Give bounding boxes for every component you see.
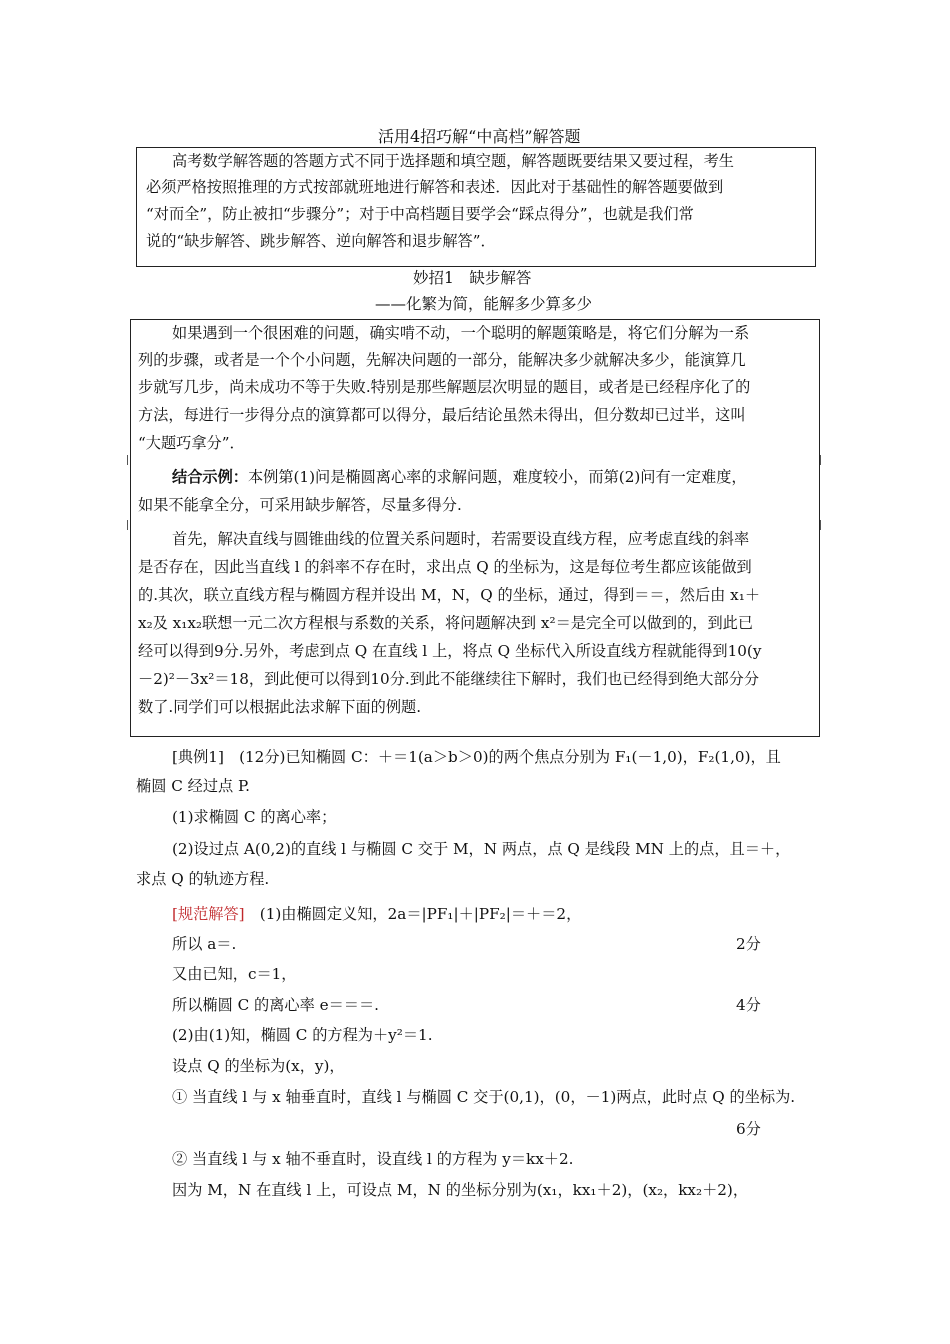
solution-line: ① 当直线 l 与 x 轴垂直时，直线 l 与椭圆 C 交于(0,1)，(0，－1)两点，此时点 Q 的坐标为. [172, 1088, 796, 1106]
tip-line: 步就写几步，尚未成功不等于失败.特别是那些解题层次明显的题目，或者是已经程序化了的 [138, 378, 751, 396]
solution-label: [规范解答] [172, 905, 245, 923]
solution-line: 又由已知，c＝1， [172, 965, 297, 983]
intro-line: 高考数学解答题的答题方式不同于选择题和填空题，解答题既要结果又要过程，考生 [172, 152, 734, 170]
tip-line: 如果遇到一个很困难的问题，确实啃不动，一个聪明的解题策略是，将它们分解为一系 [172, 324, 750, 342]
score-mark: 6分 [736, 1120, 761, 1138]
box-tick [820, 520, 821, 530]
solution-line: 所以椭圆 C 的离心率 e＝＝＝. [172, 996, 379, 1014]
example-line: 如果不能拿全分，可采用缺步解答，尽量多得分. [138, 496, 462, 514]
score-mark: 4分 [736, 996, 761, 1014]
method-line: x₂及 x₁x₂联想一元二次方程根与系数的关系，将问题解决到 x²＝是完全可以做到的，到此已 [138, 614, 754, 632]
example-label: 结合示例： [172, 468, 248, 486]
problem-line: (1)求椭圆 C 的离心率； [172, 808, 337, 826]
tip-line: 方法，每进行一步得分点的演算都可以得分，最后结论虽然未得出，但分数却已过半，这叫 [138, 406, 746, 424]
intro-line: 说的“缺步解答、跳步解答、逆向解答和退步解答”． [146, 232, 496, 250]
tip-line: “大题巧拿分”． [138, 434, 245, 452]
intro-line: “对而全”，防止被扣“步骤分”；对于中高档题目要学会“踩点得分”，也就是我们常 [146, 205, 694, 223]
problem-line: 求点 Q 的轨迹方程. [136, 870, 270, 888]
solution-line: 所以 a＝. [172, 935, 237, 953]
solution-line: 因为 M，N 在直线 l 上，可设点 M，N 的坐标分别为(x₁，kx₁＋2)，(x₂，kx₂＋2)， [172, 1181, 749, 1199]
method-line: －2)²－3x²＝18，到此便可以得到10分.到此不能继续往下解时，我们也已经得到绝大部分分 [138, 670, 760, 688]
box-tick [820, 455, 821, 465]
method-line: 的.其次，联立直线方程与椭圆方程并设出 M，N，Q 的坐标，通过，得到＝＝，然后由 x₁＋ [138, 586, 761, 604]
problem-line: (2)设过点 A(0,2)的直线 l 与椭圆 C 交于 M，N 两点，点 Q 是线段 MN 上的点，且＝＋， [172, 840, 791, 858]
example-line: 本例第(1)问是椭圆离心率的求解问题，难度较小，而第(2)问有一定难度， [247, 468, 747, 486]
method-line: 首先，解决直线与圆锥曲线的位置关系问题时，若需要设直线方程，应考虑直线的斜率 [172, 530, 750, 548]
tip-line: 列的步骤，或者是一个个小问题，先解决问题的一部分，能解决多少就解决多少，能演算几 [138, 351, 746, 369]
solution-line: (1)由椭圆定义知，2a＝|PF₁|＋|PF₂|＝＋＝2， [259, 905, 582, 923]
method-line: 数了.同学们可以根据此法求解下面的例题. [138, 698, 422, 716]
solution-line: (2)由(1)知，椭圆 C 的方程为＋y²＝1. [172, 1026, 433, 1044]
tip-subtitle: ——化繁为简，能解多少算多少 [375, 295, 593, 313]
example-paragraph [172, 466, 747, 488]
method-line: 是否存在，因此当直线 l 的斜率不存在时，求出点 Q 的坐标为，这是每位考生都应该能做到 [138, 558, 752, 576]
problem-line: 椭圆 C 经过点 P. [136, 777, 251, 795]
method-line: 经可以得到9分.另外，考虑到点 Q 在直线 l 上，将点 Q 坐标代入所设直线方程就能得到10(y [138, 642, 762, 660]
box-tick [127, 455, 128, 465]
solution-line: ② 当直线 l 与 x 轴不垂直时，设直线 l 的方程为 y＝kx＋2. [172, 1150, 574, 1168]
solution-first-line [172, 903, 581, 925]
page-title: 活用4招巧解“中高档”解答题 [378, 127, 581, 146]
problem-line: [典例1] (12分)已知椭圆 C：＋＝1(a＞b＞0)的两个焦点分别为 F₁(－1,0)，F₂(1,0)，且 [172, 748, 781, 766]
intro-line: 必须严格按照推理的方式按部就班地进行解答和表述．因此对于基础性的解答题要做到 [146, 178, 724, 196]
tip-title: 妙招1 缺步解答 [413, 269, 532, 287]
box-tick [127, 520, 128, 530]
solution-line: 设点 Q 的坐标为(x，y)， [172, 1057, 345, 1075]
score-mark: 2分 [736, 935, 761, 953]
